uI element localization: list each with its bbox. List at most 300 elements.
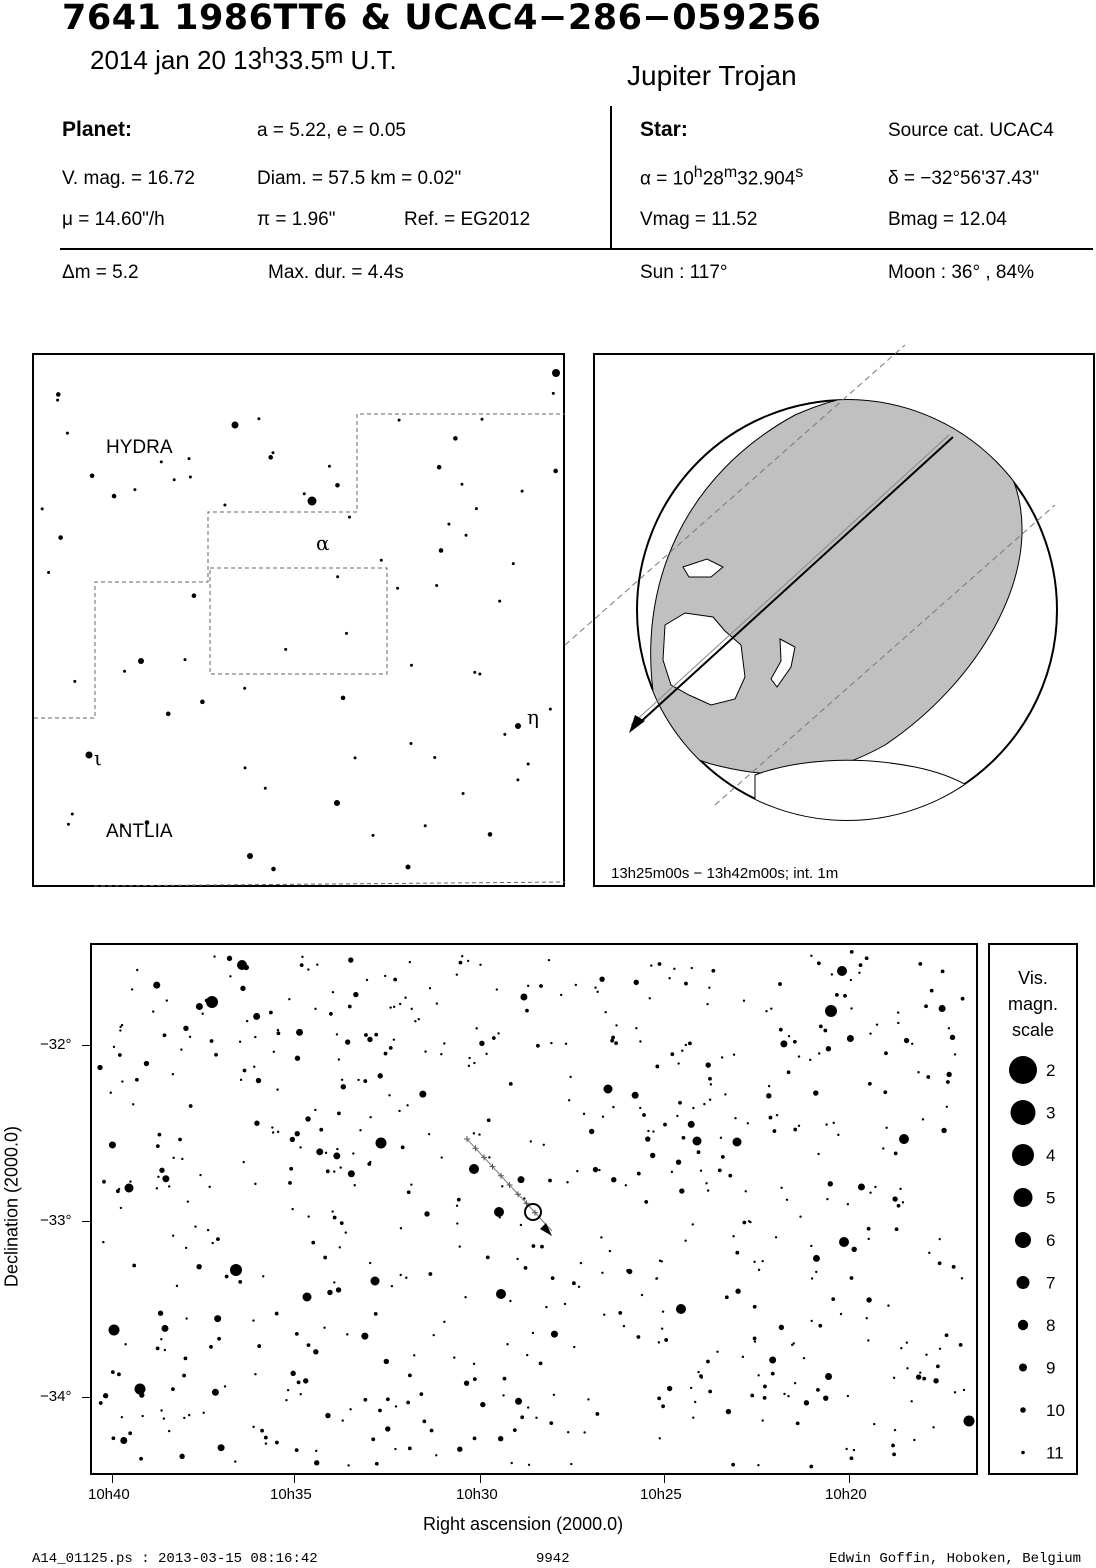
field-star [604,1085,613,1094]
field-star [676,1115,678,1117]
legend-marker [1011,1100,1036,1125]
field-star [212,1242,214,1244]
field-star [103,1393,108,1398]
field-star [243,1069,247,1073]
field-star [307,1343,311,1347]
field-star [711,969,715,973]
x-tick [294,1475,295,1483]
field-star [407,1190,411,1194]
field-star [337,1111,341,1115]
field-star [307,968,309,970]
field-star [780,1187,782,1189]
field-star [572,1281,576,1285]
footer-file-info: A14_01125.ps : 2013-03-15 08:16:42 [32,1551,318,1567]
finder-star [334,800,340,806]
field-star [345,1039,350,1044]
field-star [319,1128,323,1132]
field-star [604,1011,606,1013]
field-star [602,1115,604,1117]
field-star [405,1277,407,1279]
finder-star [515,723,521,729]
finder-star [396,587,399,590]
field-star [520,1224,522,1226]
field-star [919,1371,921,1373]
field-star [214,1315,221,1322]
finder-star [424,824,427,827]
field-star [527,1406,529,1408]
field-star [540,1245,544,1249]
field-star [275,1312,279,1316]
field-star [668,977,670,979]
field-star [139,1392,144,1397]
field-star [257,1344,261,1348]
x-tick-label: 10h20 [825,1486,867,1503]
field-star [952,1265,956,1269]
field-star [323,1327,325,1329]
legend-value: 4 [1046,1146,1056,1165]
field-star [333,1216,337,1220]
field-star [676,1304,686,1314]
field-star [325,1413,330,1418]
field-star [699,1374,703,1378]
field-star [697,1150,701,1154]
field-star [363,1398,367,1402]
field-star [894,1429,896,1431]
field-star [166,999,168,1001]
field-star [131,988,133,990]
field-star [515,1398,522,1405]
field-star [708,1390,712,1394]
star-source-catalog: Source cat. UCAC4 [888,120,1054,141]
field-star [825,1373,832,1380]
field-star [809,1059,811,1061]
field-star [161,1325,168,1332]
field-star [869,1032,871,1034]
planet-reference: Ref. = EG2012 [404,209,531,230]
field-star [793,1040,797,1044]
detail-chart [90,943,978,1475]
field-star [347,1464,349,1466]
field-star [950,1035,955,1040]
field-star [961,1277,963,1279]
field-star [918,962,922,966]
constellation-boundary [34,414,565,886]
field-star [527,985,529,987]
field-star [184,1357,188,1361]
x-tick-label: 10h40 [88,1486,130,1503]
field-star [168,1430,170,1432]
field-star [468,1065,470,1067]
field-star [346,1333,348,1335]
finder-star [243,687,246,690]
field-star [398,1110,400,1112]
field-star [172,1234,174,1236]
field-star [708,1077,712,1081]
field-star [707,1189,709,1191]
legend-marker [1018,1320,1028,1330]
field-star [922,1377,926,1381]
field-star [735,1289,740,1294]
field-star [892,1452,896,1456]
field-star [473,1436,477,1440]
field-star [189,1036,191,1038]
field-star [551,1276,555,1280]
field-star [659,1437,661,1439]
field-star [601,1272,603,1274]
field-star [497,1032,499,1034]
field-star [709,1099,711,1101]
time-interval-caption: 13h25m00s − 13h42m00s; int. 1m [611,865,839,882]
field-star [503,1377,507,1381]
finder-star [86,752,93,759]
field-star [325,1152,327,1154]
field-star [524,1266,528,1270]
field-star [747,1122,749,1124]
target-star-marker [525,1204,541,1220]
field-star [828,1181,833,1186]
field-star [468,1057,470,1059]
field-star [578,1286,580,1288]
field-star [826,1198,828,1200]
field-star [124,1343,126,1345]
finder-star [439,548,444,553]
star-declination: δ = −32°56'37.43" [888,168,1040,189]
field-star [603,1314,605,1316]
field-star [395,1405,397,1407]
field-star [288,1181,292,1185]
field-star [575,984,577,986]
field-star [884,1051,888,1055]
finder-star [56,392,61,397]
field-star [593,1167,598,1172]
legend-marker [1021,1451,1025,1455]
field-star [922,1118,924,1120]
field-star [573,1346,575,1348]
magnitude-drop: Δm = 5.2 [62,262,139,283]
finder-star [447,523,450,526]
field-star [210,1039,214,1043]
field-star [183,1026,188,1031]
field-star [721,1056,723,1058]
field-star [214,1053,218,1057]
field-star [456,1222,458,1224]
field-star [225,1275,229,1279]
field-star [810,1320,812,1322]
field-star [336,1033,338,1035]
field-star [162,1175,169,1182]
detail-star-field [92,945,976,1473]
field-star [364,1033,368,1037]
field-star [509,1082,513,1086]
field-star [182,1374,186,1378]
field-star [692,1416,694,1418]
finder-star [328,465,331,468]
finder-star [247,853,253,859]
field-star [939,1348,941,1350]
field-star [793,1128,797,1132]
finder-star [549,708,552,711]
field-star [456,1205,458,1207]
field-star [353,992,358,997]
field-star [932,1426,934,1428]
field-star [341,1084,346,1089]
finder-star [160,460,163,463]
field-star [735,1251,739,1255]
field-star [290,1371,295,1376]
field-star [171,1387,175,1391]
finder-star [398,419,401,422]
field-star [639,1107,641,1109]
field-star [333,1170,335,1172]
field-star [332,991,334,993]
field-star [726,1409,731,1414]
field-star [159,1168,164,1173]
field-star [614,1041,618,1045]
field-star [180,1048,182,1050]
field-star [118,1053,122,1057]
field-star [560,994,562,996]
finder-star [372,834,375,837]
field-star [783,1393,785,1395]
field-star [690,1387,692,1389]
finder-star [512,562,515,565]
finder-star [184,658,187,661]
field-star [893,1377,895,1379]
finder-star [112,494,117,499]
field-star [424,1211,429,1216]
field-star [742,1221,746,1225]
finder-star [189,476,192,479]
field-star [725,1295,729,1299]
planet-parallax: π = 1.96" [257,209,336,230]
finder-star [335,483,340,488]
field-star [897,1022,899,1024]
legend-value: 5 [1046,1188,1056,1208]
field-star [419,1392,423,1396]
field-star [256,1078,261,1083]
field-star [369,1116,371,1118]
field-star [576,1170,578,1172]
field-star [644,1200,648,1204]
field-star [300,963,304,967]
field-star [925,1354,927,1356]
field-star [520,1415,524,1419]
field-star [910,1400,912,1402]
field-star [839,1237,849,1247]
field-star [418,1018,420,1020]
field-star [679,1188,684,1193]
finder-star [58,535,63,540]
field-star [583,1431,585,1433]
field-star [954,1053,956,1055]
field-star [589,1129,594,1134]
field-star [158,1311,163,1316]
field-star [384,1359,389,1364]
field-star [295,1131,300,1136]
field-star [480,1402,485,1407]
legend-marker [1014,1188,1033,1207]
finder-star [188,457,191,460]
field-star [295,1448,299,1452]
field-star [869,1192,871,1194]
field-star [479,964,481,966]
field-star [488,1156,490,1158]
field-star [525,1009,529,1013]
field-star [911,1043,913,1045]
field-star [152,1010,154,1012]
field-star [523,1197,525,1199]
field-star [464,1380,469,1385]
field-star [135,1078,139,1082]
field-star [964,1416,975,1427]
field-star [677,1062,679,1064]
field-star [718,1168,722,1172]
field-star [410,1183,412,1185]
field-star [260,1429,264,1433]
field-star [375,1462,379,1466]
finder-star [475,507,478,510]
field-star [202,1412,204,1414]
field-star [678,1101,682,1105]
field-star [641,1294,643,1296]
field-star [637,1172,641,1176]
field-star [428,1272,432,1276]
field-star [851,1247,856,1252]
field-star [339,1246,341,1248]
finder-star [380,559,383,562]
field-star [496,988,498,990]
field-star [798,1055,800,1057]
field-star [502,1394,504,1396]
field-star [404,997,406,999]
constellation-label-antlia: ANTLIA [106,821,173,842]
field-star [139,1457,143,1461]
field-star [753,1261,755,1263]
field-star [545,1306,547,1308]
field-star [467,960,469,962]
field-star [121,1416,123,1418]
field-star [234,1460,236,1462]
field-star [384,975,386,977]
globe-svg [595,355,1093,885]
field-star [850,979,852,981]
field-star [636,1335,640,1339]
field-star [526,1354,528,1356]
field-star [406,1401,410,1405]
field-star [97,1065,102,1070]
field-star [796,1421,800,1425]
field-star [933,1378,938,1383]
field-star [642,1113,646,1117]
field-star [833,1122,835,1124]
star-label-eta: η [527,705,539,729]
field-star [254,1036,256,1038]
field-star [205,999,209,1003]
field-star [639,1040,641,1042]
field-star [157,1176,159,1178]
field-star [349,1408,351,1410]
field-star [917,1071,919,1073]
field-star [819,1025,823,1029]
field-star [673,968,675,970]
field-star [443,1321,445,1323]
field-star [388,1094,390,1096]
field-star [810,1245,812,1247]
field-star [769,1356,776,1363]
field-star [366,979,368,981]
field-star [543,1144,545,1146]
field-star [632,1092,639,1099]
planet-orbit: a = 5.22, e = 0.05 [257,120,406,141]
field-star [227,956,232,961]
field-star [156,1347,160,1351]
finder-star [232,422,239,429]
field-star [213,955,215,957]
field-star [798,1125,800,1127]
field-star [303,1378,308,1383]
field-star [867,1339,869,1341]
field-star [429,987,431,989]
field-star [733,1053,735,1055]
finder-star [437,465,442,470]
field-star [794,1382,796,1384]
field-star [939,1005,946,1012]
field-star [825,1123,827,1125]
y-tick-label: −33° [40,1212,72,1229]
finder-star [66,432,69,435]
field-star [99,1401,103,1405]
finder-star [264,787,267,790]
field-star [440,1053,442,1055]
field-star [721,1155,725,1159]
finder-star [244,766,247,769]
field-star [301,956,303,958]
field-star [300,1393,302,1395]
field-star [111,1370,115,1374]
field-star [473,1377,477,1381]
field-star [291,1208,293,1210]
field-star [254,1121,259,1126]
field-star [753,1305,757,1309]
field-star [625,1184,627,1186]
field-star [275,1441,279,1445]
field-star [441,1156,443,1158]
field-star [853,1449,855,1451]
legend-value: 9 [1046,1358,1056,1378]
field-star [694,1401,696,1403]
finder-chart [32,353,565,887]
field-star [703,1103,705,1105]
field-star [457,1198,461,1202]
field-star [667,1386,672,1391]
field-star [246,1020,248,1022]
field-star [928,1252,930,1254]
field-star [288,998,290,1000]
object-type: Jupiter Trojan [627,60,797,91]
field-star [684,1240,686,1242]
field-star [509,1300,511,1302]
field-star [264,1436,268,1440]
field-star [252,1426,254,1428]
field-star [496,1289,506,1299]
legend-title-line: Vis. [1018,968,1048,988]
field-star [623,1325,625,1327]
legend-value: 8 [1046,1316,1056,1335]
legend-value: 6 [1046,1231,1056,1250]
field-star [110,1092,112,1094]
finder-star [488,832,493,837]
field-star [269,1011,273,1015]
